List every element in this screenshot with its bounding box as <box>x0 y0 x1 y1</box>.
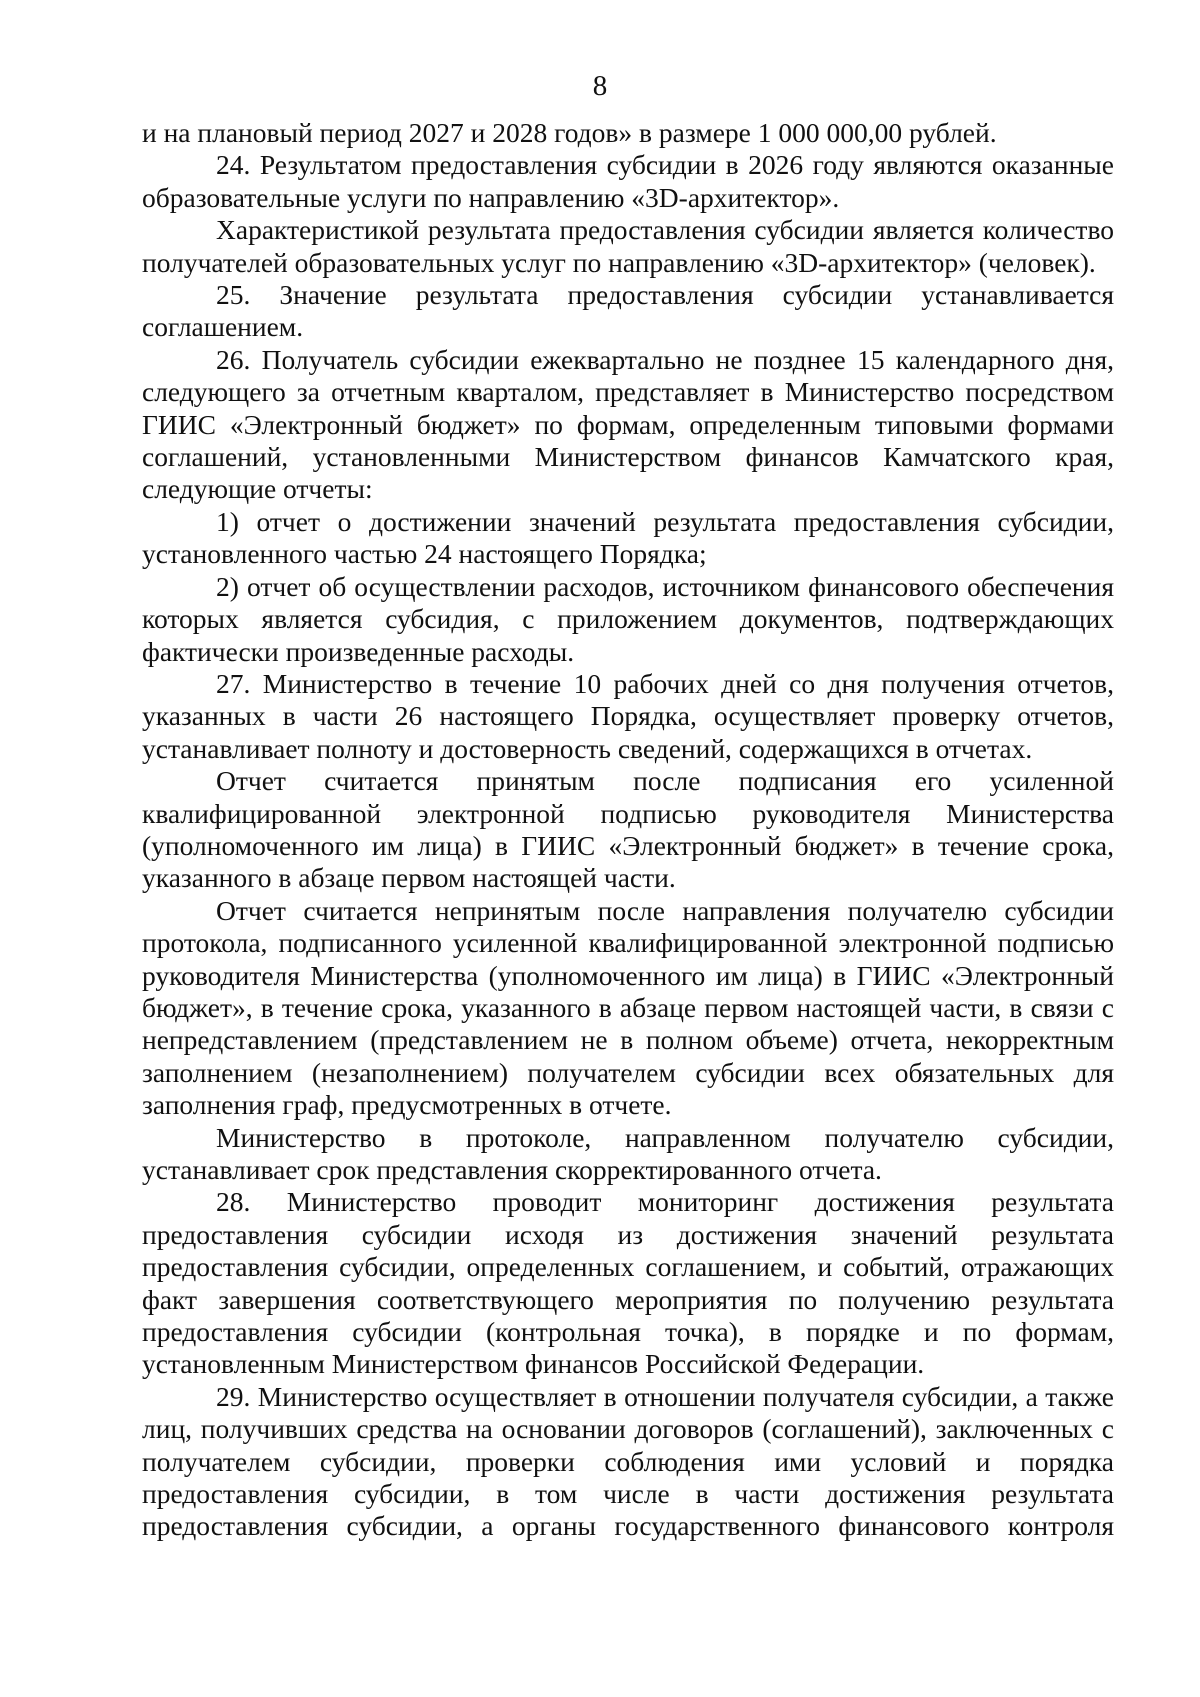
paragraph-25: 25. Значение результата предоставления субсидии устанавливается соглашением. <box>142 279 1114 343</box>
paragraph-continuation: и на плановый период 2027 и 2028 годов» в размере 1 000 000,00 рублей. <box>142 117 997 148</box>
paragraph-27-accepted: Отчет считается принятым после подписания его усиленной квалифицированной электронной подписью руководителя Министерства (уполномоченного им лица) в ГИИС «Электронный бюджет» в течение срока, указанного в абзаце первом настоящей части. <box>142 765 1114 894</box>
paragraph-27-not-accepted: Отчет считается непринятым после направления получателю субсидии протокола, подписанного усиленной квалифицированной электронной подписью руководителя Министерства (уполномоченного им лица) в ГИИС «Электронный бюджет», в течение срока, указанного в абзаце первом настоящей части, в связи с непредставлением (представлением не в полном объеме) отчета, некорректным заполнением (незаполнением) получателем субсидии всех обязательных для заполнения граф, предусмотренных в отчете. <box>142 894 1114 1121</box>
paragraph-24-characteristic: Характеристикой результата предоставления субсидии является количество получателей образовательных услуг по направлению «3D-архитектор» (человек). <box>142 214 1114 278</box>
paragraph-26-item-2: 2) отчет об осуществлении расходов, источником финансового обеспечения которых является субсидия, с приложением документов, подтверждающих фактически произведенные расходы. <box>142 570 1114 667</box>
paragraph-26: 26. Получатель субсидии ежеквартально не позднее 15 календарного дня, следующего за отчетным кварталом, представляет в Министерство посредством ГИИС «Электронный бюджет» по формам, определенным типовыми формами соглашений, установленными Министерством финансов Камчатского края, следующие отчеты: <box>142 343 1114 505</box>
paragraph-27: 27. Министерство в течение 10 рабочих дней со дня получения отчетов, указанных в части 26 настоящего Порядка, осуществляет проверку отчетов, устанавливает полноту и достоверность сведений, содержащихся в отчетах. <box>142 667 1114 764</box>
paragraph-27-protocol: Министерство в протоколе, направленном получателю субсидии, устанавливает срок представления скорректированного отчета. <box>142 1121 1114 1185</box>
document-body <box>142 117 1114 1543</box>
paragraph-24: 24. Результатом предоставления субсидии в 2026 году являются оказанные образовательные услуги по направлению «3D-архитектор». <box>142 149 1114 213</box>
paragraph-28: 28. Министерство проводит мониторинг достижения результата предоставления субсидии исходя из достижения значений результата предоставления субсидии, определенных соглашением, и событий, отражающих факт завершения соответствующего мероприятия по получению результата предоставления субсидии (контрольная точка), в порядке и по формам, установленным Министерством финансов Российской Федерации. <box>142 1186 1114 1380</box>
paragraph-26-item-1: 1) отчет о достижении значений результата предоставления субсидии, установленного частью 24 настоящего Порядка; <box>142 505 1114 570</box>
paragraph-29: 29. Министерство осуществляет в отношении получателя субсидии, а также лиц, получивших средства на основании договоров (соглашений), заключенных с получателем субсидии, проверки соблюдения ими условий и порядка предоставления субсидии, в том числе в части достижения результата предоставления субсидии, а органы государственного финансового контроля <box>142 1380 1114 1542</box>
page-number: 8 <box>592 70 608 102</box>
